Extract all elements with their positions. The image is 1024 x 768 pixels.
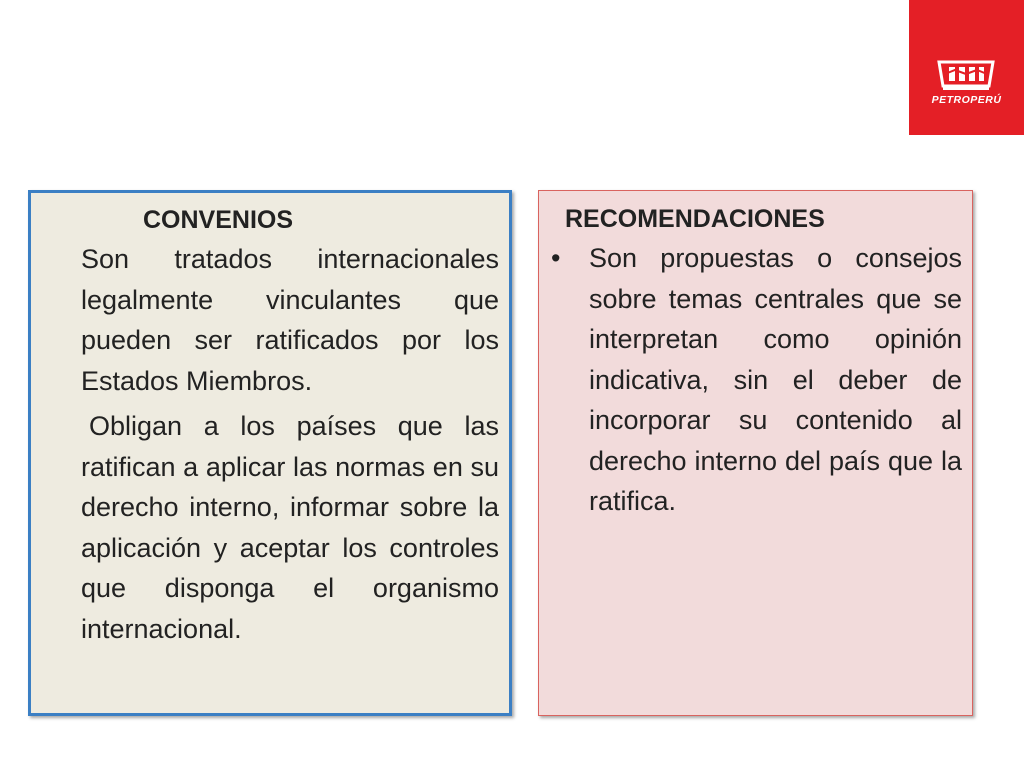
- list-item: [549, 238, 962, 522]
- convenios-box: [28, 190, 512, 716]
- bullet-icon: •: [551, 243, 561, 273]
- recomendaciones-title: RECOMENDACIONES: [565, 205, 825, 233]
- recomendaciones-box: [538, 190, 973, 716]
- logo-text: PETROPERÚ: [931, 94, 1002, 106]
- convenios-paragraph-2: Obligan a los países que las ratifican a aplicar las normas en su derecho interno, informar sobre la aplicación y aceptar los controles que disponga el organismo internacional.: [81, 411, 499, 644]
- convenios-paragraph-1: Son tratados internacionales legalmente vinculantes que pueden ser ratificados por los Estados Miembros.: [81, 244, 499, 396]
- recomendaciones-bullet-text: Son propuestas o consejos sobre temas centrales que se interpretan como opinión indicativa, sin el deber de incorporar su contenido al derecho interno del país que la ratifica.: [589, 243, 962, 516]
- convenios-title: CONVENIOS: [143, 206, 294, 234]
- petroperu-emblem-icon: [935, 58, 997, 92]
- petroperu-logo: [909, 0, 1024, 135]
